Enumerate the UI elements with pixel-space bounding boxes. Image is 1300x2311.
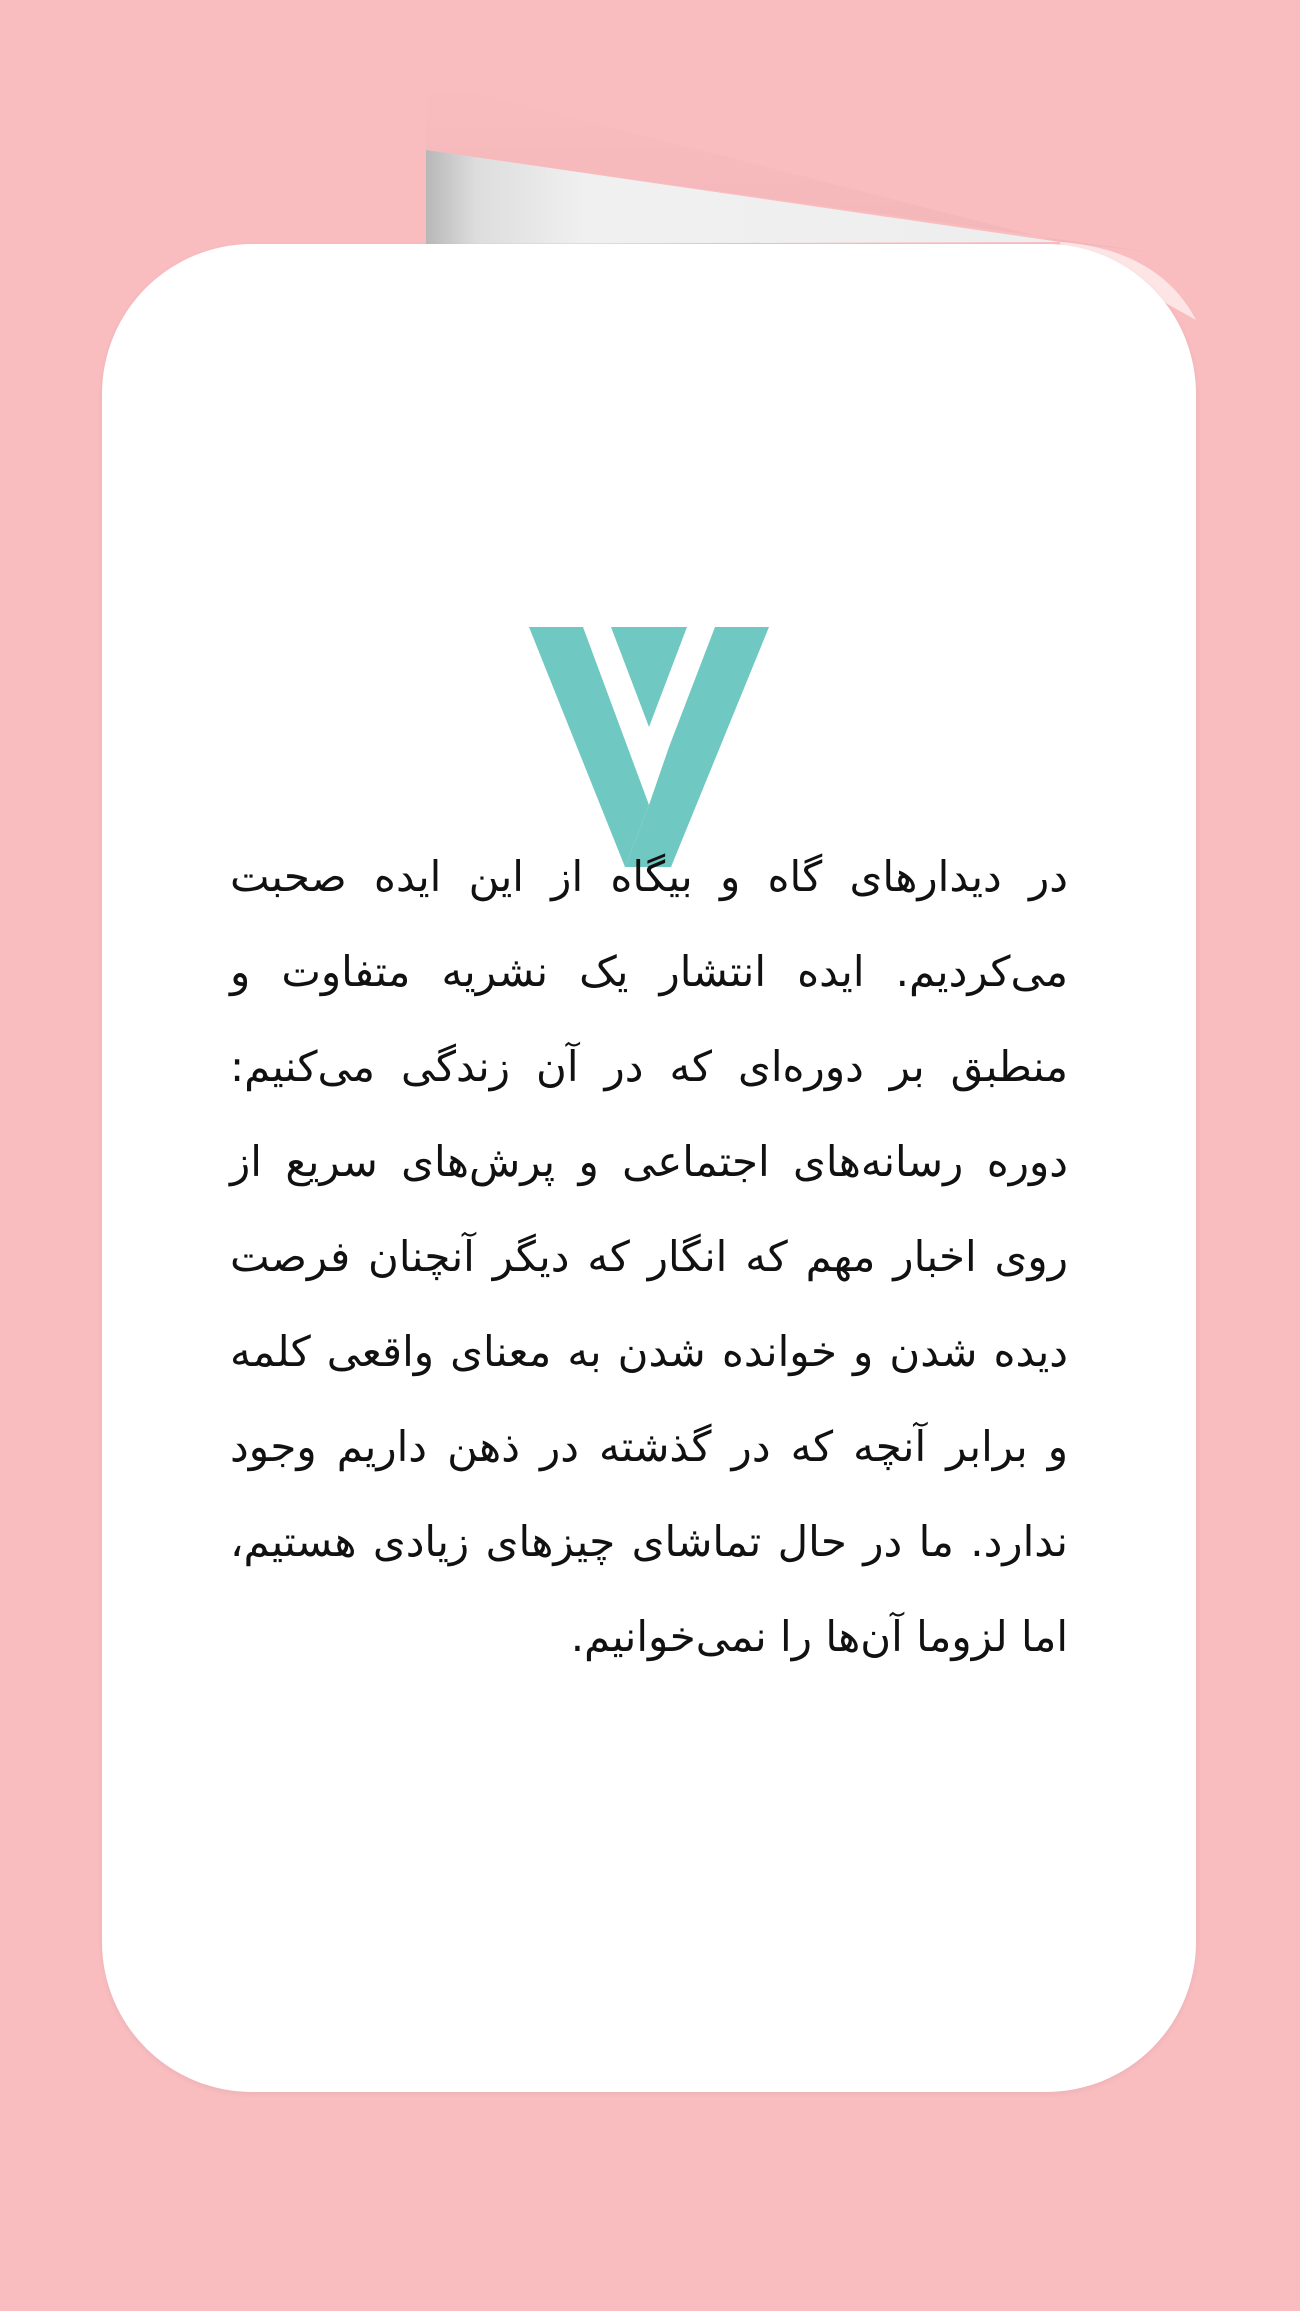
card-paragraph: در دیدارهای گاه و بیگاه از این ایده صحبت می‌کردیم. ایده انتشار یک نشریه متفاوت و منطبق بر دوره‌ای که در آن زندگی می‌کنیم: دوره رسانه‌های اجتماعی و پرش‌های سریع از روی اخبار مهم که انگار که دیگر آنچنان فرصت دیده شدن و خوانده شدن به معنای واقعی کلمه و برابر آنچه که در گذشته در ذهن داریم وجود ندارد. ما در حال تماشای چیزهای زیادی هستیم، اما لزوما آن‌ها را نمی‌خوانیم. [230,852,1068,1661]
content-card [102,244,1196,2092]
